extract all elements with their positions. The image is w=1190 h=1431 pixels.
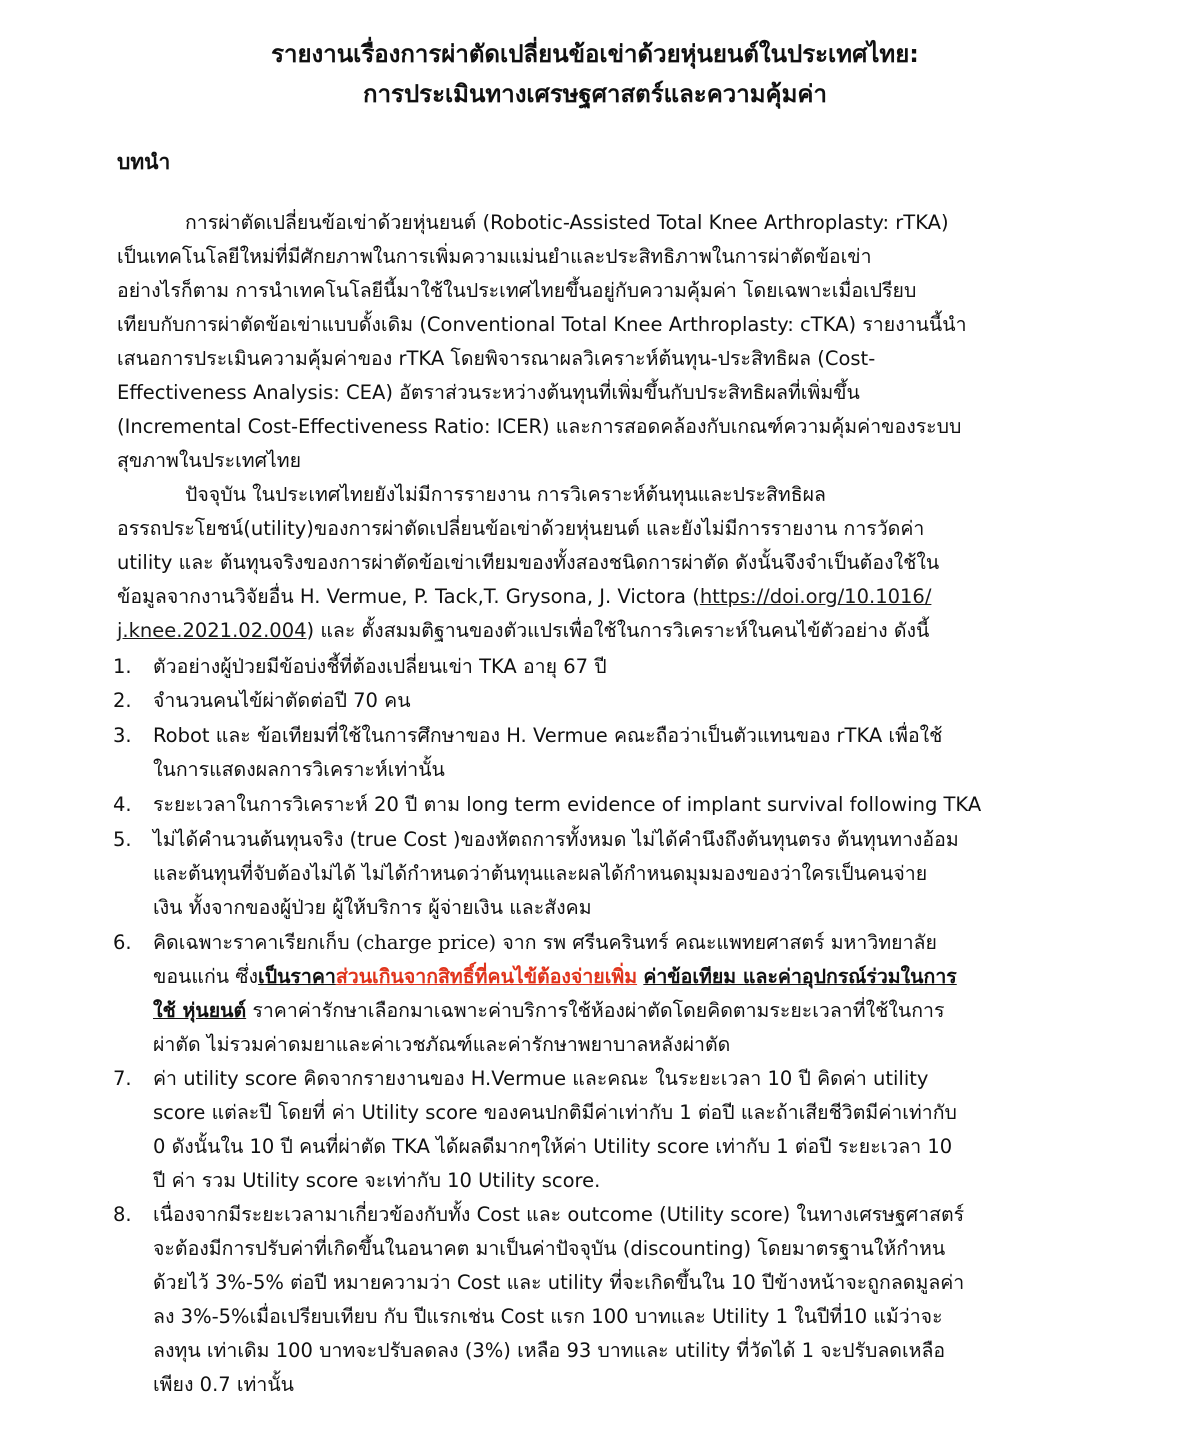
list-number: 3. (113, 724, 132, 747)
item-6-text: ราคาค่ารักษาเลือกมาเฉพาะค่าบริการใช้ห้องผ่าตัดโดยคิดตามระยะเวลาที่ใช้ในการ (246, 999, 945, 1022)
list-item-text (153, 996, 944, 1026)
list-number: 4. (113, 793, 132, 816)
list-item-text: ลง 3%-5%เมื่อเปรียบเทียบ กับ ปีแรกเช่น Cost แรก 100 บาทและ Utility 1 ในปีที่10 แม้ว่าจะ (153, 1305, 943, 1328)
list-item-text: 0 ดังนั้นใน 10 ปี คนที่ผ่าตัด TKA ได้ผลดีมากๆให้ค่า Utility score เท่ากับ 1 ต่อปี ระยะเวลา 10 (153, 1135, 953, 1158)
list-number: 1. (113, 655, 132, 678)
list-item-text: ด้วยไว้ 3%-5% ต่อปี หมายความว่า Cost และ utility ที่จะเกิดขึ้นใน 10 ปีข้างหน้าจะถูกลดมูลค่า (153, 1271, 965, 1294)
list-item-text: จำนวนคนไข้ผ่าตัดต่อปี 70 คน (153, 689, 411, 712)
paragraph-2-line: utility และ ต้นทุนจริงของการผ่าตัดข้อเข่าเทียมของทั้งสองชนิดการผ่าตัด ดังนั้นจึงจำเป็นต้องใช้ใน (117, 551, 940, 574)
paragraph-2-line (117, 582, 931, 612)
list-number: 5. (113, 828, 132, 851)
list-item-text: เงิน ทั้งจากของผู้ป่วย ผู้ให้บริการ ผู้จ่ายเงิน และสังคม (153, 896, 592, 919)
item-6-emphasis: เป็นราคา (258, 965, 336, 988)
list-item-text: ระยะเวลาในการวิเคราะห์ 20 ปี ตาม long term evidence of implant survival following TKA (153, 793, 982, 816)
list-item-text: จะต้องมีการปรับค่าที่เกิดขึ้นในอนาคต มาเป็นค่าปัจจุบัน (discounting) โดยมาตรฐานให้กำหน (153, 1237, 946, 1260)
list-number: 6. (113, 931, 132, 954)
list-item-text: เนื่องจากมีระยะเวลามาเกี่ยวข้องกับทั้ง Cost และ outcome (Utility score) ในทางเศรษฐศาสตร์ (153, 1203, 965, 1226)
list-number: 7. (113, 1067, 132, 1090)
paragraph-2-line: ปัจจุบัน ในประเทศไทยยังไม่มีการรายงาน การวิเคราะห์ต้นทุนและประสิทธิผล (185, 483, 827, 506)
list-item-text: เพียง 0.7 เท่านั้น (153, 1373, 295, 1396)
paragraph-1-line: เป็นเทคโนโลยีใหม่ที่มีศักยภาพในการเพิ่มความแม่นยำและประสิทธิภาพในการผ่าตัดข้อเข่า (117, 245, 872, 268)
list-item-text: และต้นทุนที่จับต้องไม่ได้ ไม่ได้กำหนดว่าต้นทุนและผลได้กำหนดมุมมองของว่าใครเป็นคนจ่าย (153, 862, 928, 885)
list-item-text: score แต่ละปี โดยที่ ค่า Utility score ของคนปกติมีค่าเท่ากับ 1 ต่อปี และถ้าเสียชีวิตมีค่าเท่ากับ (153, 1101, 957, 1124)
item-6-emphasis: ใช้ หุ่นยนต์ (153, 999, 247, 1022)
list-item-text (153, 928, 937, 958)
list-item-text: ไม่ได้คำนวนต้นทุนจริง (true Cost )ของหัตถการทั้งหมด ไม่ได้คำนึงถึงต้นทุนตรง ต้นทุนทางอ้อม (153, 828, 959, 851)
paragraph-2-text: ) และ ตั้งสมมติฐานของตัวแปรเพื่อใช้ในการวิเคราะห์ในคนไข้ตัวอย่าง ดังนี้ (306, 619, 930, 642)
list-item-text: ผ่าตัด ไม่รวมค่าดมยาและค่าเวชภัณฑ์และค่ารักษาพยาบาลหลังผ่าตัด (153, 1033, 731, 1056)
list-number: 8. (113, 1203, 132, 1226)
paragraph-1-line: การผ่าตัดเปลี่ยนข้อเข่าด้วยหุ่นยนต์ (Robotic-Assisted Total Knee Arthroplasty: rTKA) (185, 211, 949, 234)
item-6-emphasis: ค่าข้อเทียม และค่าอุปกรณ์ร่วมในการ (643, 965, 957, 988)
list-item-text: ในการแสดงผลการวิเคราะห์เท่านั้น (153, 758, 445, 781)
report-title-line-2: การประเมินทางเศรษฐศาสตร์และความคุ้มค่า (363, 80, 827, 108)
report-title-line-1: รายงานเรื่องการผ่าตัดเปลี่ยนข้อเข่าด้วยหุ่นยนต์ในประเทศไทย: (271, 40, 919, 68)
paragraph-1-line: เสนอการประเมินความคุ้มค่าของ rTKA โดยพิจารณาผลวิเคราะห์ต้นทุน-ประสิทธิผล (Cost- (117, 347, 876, 370)
item-6-text: ขอนแก่น ซึ่ง (153, 965, 259, 988)
list-item-text (153, 962, 957, 992)
paragraph-2-line (117, 616, 929, 646)
item-6-text: จาก รพ ศรีนครินทร์ คณะแพทยศาสตร์ มหาวิทยาลัย (496, 931, 937, 954)
list-item-text: Robot และ ข้อเทียมที่ใช้ในการศึกษาของ H. Vermue คณะถือว่าเป็นตัวแทนของ rTKA เพื่อใช้ (153, 724, 943, 747)
paragraph-1-line: Effectiveness Analysis: CEA) อัตราส่วนระหว่างต้นทุนที่เพิ่มขึ้นกับประสิทธิผลที่เพิ่มขึ้น (117, 381, 860, 404)
doi-link[interactable]: https://doi.org/10.1016/ (699, 585, 932, 608)
doi-link-continued[interactable]: j.knee.2021.02.004 (117, 619, 307, 642)
paragraph-1-line: เทียบกับการผ่าตัดข้อเข่าแบบดั้งเดิม (Conventional Total Knee Arthroplasty: cTKA) รายงานนี้นำ (117, 313, 967, 336)
item-6-highlight-red: ส่วนเกินจากสิทธิ์ที่คนไข้ต้องจ่ายเพิ่ม (335, 965, 638, 988)
list-number: 2. (113, 689, 132, 712)
paragraph-1-line: (Incremental Cost-Effectiveness Ratio: ICER) และการสอดคล้องกับเกณฑ์ความคุ้มค่าของระบบ (117, 415, 962, 438)
list-item-text: ปี ค่า รวม Utility score จะเท่ากับ 10 Utility score. (153, 1169, 601, 1192)
item-6-charge-price: (charge price) (355, 931, 497, 954)
item-6-text: คิดเฉพาะราคาเรียกเก็บ (153, 931, 356, 954)
paragraph-1-line: สุขภาพในประเทศไทย (117, 449, 302, 472)
paragraph-2-text: ข้อมูลจากงานวิจัยอื่น H. Vermue, P. Tack,T. Grysona, J. Victora ( (117, 585, 700, 608)
list-item-text: ลงทุน เท่าเดิม 100 บาทจะปรับลดลง (3%) เหลือ 93 บาทและ utility ที่วัดได้ 1 จะปรับลดเหลือ (153, 1339, 946, 1362)
list-item-text: ค่า utility score คิดจากรายงานของ H.Vermue และคณะ ในระยะเวลา 10 ปี คิดค่า utility (153, 1067, 929, 1090)
paragraph-2-line: อรรถประโยชน์(utility)ของการผ่าตัดเปลี่ยนข้อเข่าด้วยหุ่นยนต์ และยังไม่มีการรายงาน การวัดค่า (117, 517, 925, 540)
intro-heading: บทนำ (117, 150, 171, 174)
list-item-text: ตัวอย่างผู้ป่วยมีข้อบ่งชี้ที่ต้องเปลี่ยนเข่า TKA อายุ 67 ปี (153, 655, 607, 678)
paragraph-1-line: อย่างไรก็ตาม การนำเทคโนโลยีนี้มาใช้ในประเทศไทยขึ้นอยู่กับความคุ้มค่า โดยเฉพาะเมื่อเปรียบ (117, 279, 917, 302)
